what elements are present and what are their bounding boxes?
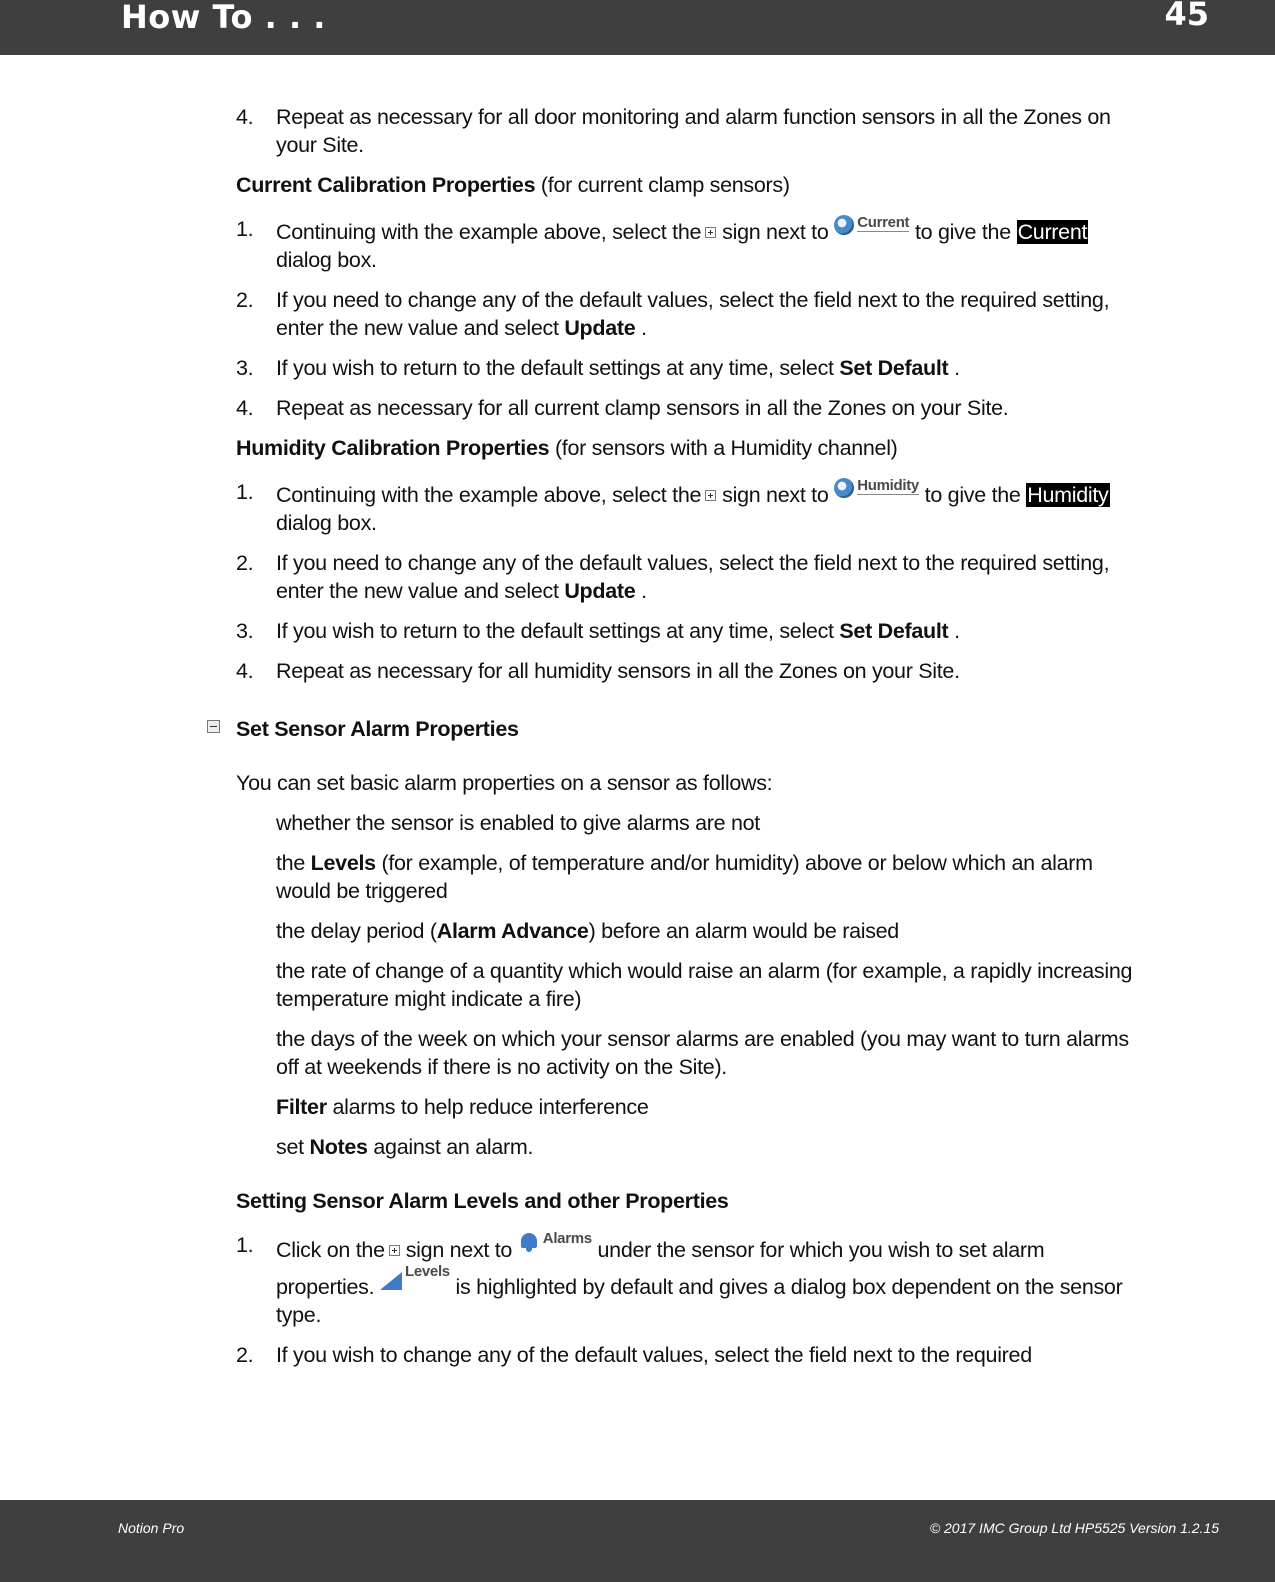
step-number: 3.: [236, 619, 254, 643]
step-text: Repeat as necessary for all current clamp sensors in all the Zones on your Site.: [276, 396, 1009, 420]
step-text: If you need to change any of the default values, select the field next to the required setting, enter the new value and select: [276, 288, 1110, 340]
bullet-item: [236, 809, 1146, 837]
expand-plus-icon[interactable]: [705, 227, 716, 238]
heading-bold: Current Calibration Properties: [236, 173, 536, 197]
highlighted-dialog-name: Humidity: [1027, 483, 1109, 507]
bullet-text: (for example, of temperature and/or humidity) above or below which an alarm would be triggered: [276, 851, 1093, 903]
step-text: sign next to: [405, 1238, 513, 1262]
heading-bold: Setting Sensor Alarm Levels and other Properties: [236, 1189, 729, 1213]
bullet-text: the delay period (: [276, 919, 437, 943]
main-content: [236, 103, 1146, 1381]
levels-term: Levels: [310, 851, 376, 875]
set-default-term: Set Default: [839, 356, 949, 380]
step-text: dialog box.: [276, 248, 377, 272]
collapse-minus-icon[interactable]: [207, 720, 220, 733]
step-text: Continuing with the example above, select the: [276, 483, 702, 507]
notes-term: Notes: [309, 1135, 368, 1159]
step-number: 3.: [236, 356, 254, 380]
current-sensor-icon: [834, 215, 854, 235]
heading-rest: (for current clamp sensors): [535, 173, 790, 197]
step-text: Continuing with the example above, select the: [276, 220, 702, 244]
set-default-term: Set Default: [839, 619, 949, 643]
header-title: How To . . .: [121, 0, 326, 36]
bullet-text: set: [276, 1135, 310, 1159]
update-term: Update: [564, 316, 636, 340]
step-text: sign next to: [722, 220, 829, 244]
door-step-4: [236, 103, 1146, 159]
set-sensor-alarm-properties-title: [236, 715, 1146, 743]
levels-step-2: [236, 1341, 1146, 1369]
bullet-item: [236, 1093, 1146, 1121]
step-number: 4.: [236, 105, 254, 129]
heading-bold: Humidity Calibration Properties: [236, 436, 550, 460]
step-text: to give the: [924, 483, 1021, 507]
page-footer: [0, 1500, 1275, 1582]
alarm-advance-term: Alarm Advance: [436, 919, 589, 943]
bullet-text: the days of the week on which your sensor alarms are enabled (you may want to turn alarms off at weekends if there is no activity on the Site).: [276, 1027, 1129, 1079]
filter-term: Filter: [276, 1095, 327, 1119]
step-text: If you wish to return to the default settings at any time, select: [276, 619, 840, 643]
current-calibration-heading: [236, 171, 1146, 199]
humidity-calibration-heading: [236, 434, 1146, 462]
update-term: Update: [564, 579, 636, 603]
step-number: 2.: [236, 288, 254, 312]
heading-rest: (for sensors with a Humidity channel): [549, 436, 898, 460]
step-text: to give the: [914, 220, 1011, 244]
bullet-text: alarms to help reduce interference: [326, 1095, 649, 1119]
bullet-text: the rate of change of a quantity which would raise an alarm (for example, a rapidly increasing temperature might indicate a fire): [276, 959, 1133, 1011]
bullet-text: the: [276, 851, 311, 875]
step-text: under the sensor for which you wish to set alarm properties.: [276, 1238, 1045, 1299]
step-text: sign next to: [722, 483, 829, 507]
step-number: 2.: [236, 1343, 254, 1367]
step-text: Click on the: [276, 1238, 385, 1262]
highlighted-dialog-name: Current: [1017, 220, 1088, 244]
current-node[interactable]: [834, 215, 909, 235]
humidity-step-2: [236, 549, 1146, 605]
step-text: .: [635, 316, 647, 340]
current-step-4: [236, 394, 1146, 422]
step-text: If you need to change any of the default values, select the field next to the required setting, enter the new value and select: [276, 551, 1110, 603]
bullet-item: [236, 917, 1146, 945]
step-number: 1.: [236, 217, 254, 241]
bullet-item: [236, 849, 1146, 905]
step-number: 1.: [236, 480, 254, 504]
current-step-3: [236, 354, 1146, 382]
humidity-step-4: [236, 657, 1146, 685]
humidity-step-3: [236, 617, 1146, 645]
bullet-text: whether the sensor is enabled to give alarms are not: [276, 811, 760, 835]
current-step-2: [236, 286, 1146, 342]
page-number: 45: [1164, 0, 1209, 33]
expand-plus-icon[interactable]: [389, 1245, 400, 1256]
current-step-1: [236, 215, 1146, 274]
humidity-step-1: [236, 478, 1146, 537]
section-title-text: Set Sensor Alarm Properties: [236, 717, 519, 741]
step-text: .: [948, 619, 960, 643]
bell-icon: [518, 1231, 540, 1253]
humidity-sensor-icon: [834, 478, 854, 498]
bullet-item: [236, 1025, 1146, 1081]
humidity-node[interactable]: [834, 478, 919, 498]
step-number: 1.: [236, 1233, 254, 1257]
step-text: Repeat as necessary for all door monitoring and alarm function sensors in all the Zones on your Site.: [276, 105, 1111, 157]
step-text: If you wish to return to the default settings at any time, select: [276, 356, 840, 380]
levels-step-1: [236, 1231, 1146, 1329]
humidity-node-label: Humidity: [857, 477, 919, 494]
footer-copyright: © 2017 IMC Group Ltd HP5525 Version 1.2.15: [929, 1520, 1219, 1536]
current-node-label: Current: [857, 214, 910, 231]
step-number: 2.: [236, 551, 254, 575]
page-header: [0, 0, 1275, 55]
bullet-item: [236, 1133, 1146, 1161]
step-number: 4.: [236, 396, 254, 420]
levels-ramp-icon: [380, 1268, 402, 1290]
step-number: 4.: [236, 659, 254, 683]
expand-plus-icon[interactable]: [705, 490, 716, 501]
bullet-item: [236, 957, 1146, 1013]
alarm-intro: You can set basic alarm properties on a sensor as follows:: [236, 771, 773, 795]
footer-product: Notion Pro: [118, 1520, 185, 1536]
alarm-levels-heading: [236, 1187, 1146, 1215]
step-text: If you wish to change any of the default values, select the field next to the required: [276, 1343, 1032, 1367]
alarms-node-label: Alarms: [542, 1230, 592, 1247]
step-text: .: [635, 579, 647, 603]
bullet-text: ) before an alarm would be raised: [588, 919, 899, 943]
bullet-text: against an alarm.: [367, 1135, 534, 1159]
levels-node-label: Levels: [404, 1263, 450, 1280]
step-text: dialog box.: [276, 511, 377, 535]
step-text: .: [948, 356, 960, 380]
step-text: Repeat as necessary for all humidity sensors in all the Zones on your Site.: [276, 659, 960, 683]
alarms-node[interactable]: [518, 1231, 592, 1253]
step-text: is highlighted by default and gives a dialog box dependent on the sensor type.: [276, 1275, 1123, 1327]
levels-node[interactable]: [380, 1264, 450, 1290]
